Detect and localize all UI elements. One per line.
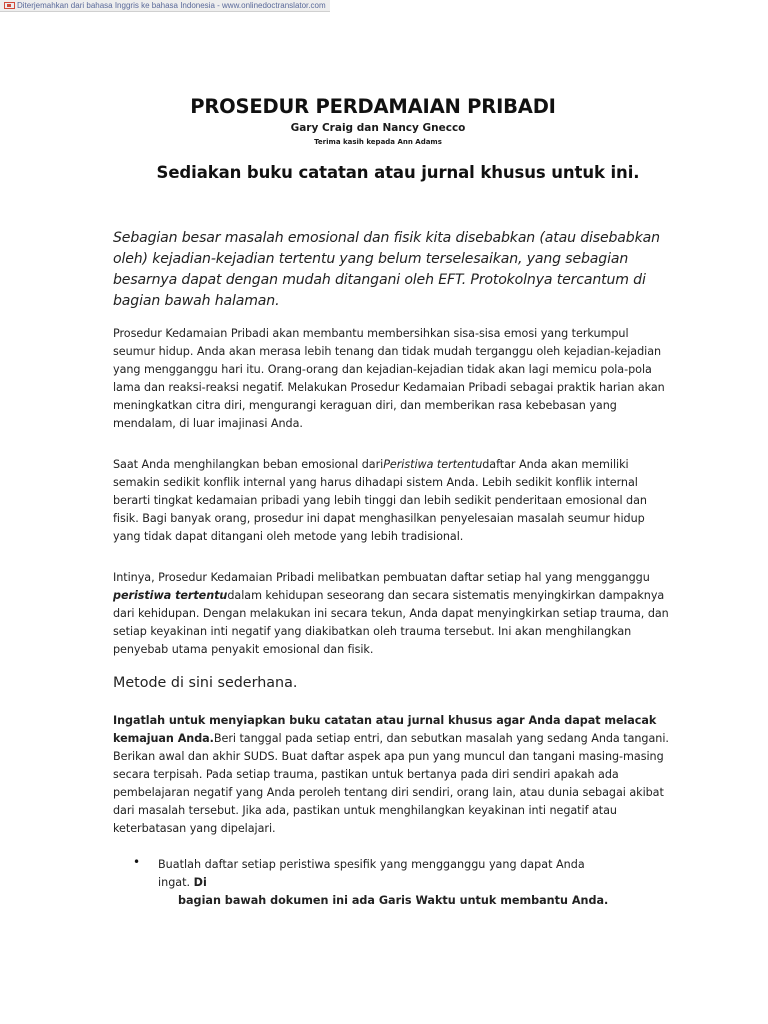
bullet-item (158, 856, 618, 910)
body-paragraph-5 (113, 712, 673, 838)
document-subtitle: Sediakan buku catatan atau jurnal khusus untuk ini. (156, 163, 640, 182)
bullet-text: Buatlah daftar setiap peristiwa spesifik yang mengganggu yang dapat Anda ingat. (158, 858, 585, 889)
document-acknowledgement: Terima kasih kepada Ann Adams (314, 138, 442, 146)
paragraph-2-text-end: daftar Anda akan memiliki semakin sedikit konflik internal yang harus dihadapi sistem Anda. Lebih sedikit konflik internal berarti tingkat kedamaian pribadi yang lebih tinggi dan lebih sedikit penderitaan emosional dan fisik. Bagi banyak orang, prosedur ini dapat menghasilkan penyelesaian masalah seumur hidup yang tidak dapat ditangani oleh metode yang lebih tradisional. (113, 458, 647, 543)
intro-paragraph: Sebagian besar masalah emosional dan fisik kita disebabkan (atau disebabkan oleh) kejadian-kejadian tertentu yang belum terselesaikan, yang sebagian besarnya dapat dengan mudah ditangani oleh EFT. Protokolnya tercantum di bagian bawah halaman. (113, 230, 660, 309)
method-heading: Metode di sini sederhana. (113, 675, 298, 691)
bullet-bold-continuation: bagian bawah dokumen ini ada Garis Waktu untuk membantu Anda. (178, 894, 609, 907)
paragraph-3-text-end: dalam kehidupan seseorang dan secara sistematis menyingkirkan dampaknya dari kehidupan. Dengan melakukan ini secara tekun, Anda dapat menyingkirkan setiap trauma, dan setiap keyakinan inti negatif yang diakibatkan oleh trauma tersebut. Ini akan menghilangkan penyebab utama penyakit emosional dan fisik. (113, 589, 669, 656)
paragraph-5-text: Beri tanggal pada setiap entri, dan sebutkan masalah yang sedang Anda tangani. Berikan awal dan akhir SUDS. Buat daftar aspek apa pun yang muncul dan tangani masing-masing secara terpisah. Pada setiap trauma, pastikan untuk bertanya pada diri sendiri apakah ada pembelajaran negatif yang Anda peroleh tentang diri sendiri, orang lain, atau dunia sebagai akibat dari masalah tersebut. Jika ada, pastikan untuk menghilangkan keyakinan inti negatif atau keterbatasan yang dipelajari. (113, 732, 669, 835)
translator-logo-icon (4, 2, 15, 9)
paragraph-3-emphasis: peristiwa tertentu (113, 589, 228, 602)
body-paragraph-1: Prosedur Kedamaian Pribadi akan membantu membersihkan sisa-sisa emosi yang terkumpul seumur hidup. Anda akan merasa lebih tenang dan tidak mudah terganggu oleh kejadian-kejadian yang mengganggu hari itu. Orang-orang dan kejadian-kejadian tidak akan lagi memicu pola-pola lama dan reaksi-reaksi negatif. Melakukan Prosedur Kedamaian Pribadi sebagai praktik harian akan meningkatkan citra diri, mengurangi keraguan diri, dan memberikan rasa kebebasan yang mendalam, di luar imajinasi Anda. (113, 327, 665, 430)
paragraph-2-emphasis: Peristiwa tertentu (383, 458, 483, 471)
translator-banner-text[interactable]: Diterjemahkan dari bahasa Inggris ke bahasa Indonesia - www.onlinedoctranslator.com (17, 1, 326, 10)
bullet-bold-start: Di (193, 876, 207, 889)
body-paragraph-2 (113, 456, 673, 546)
document-authors: Gary Craig dan Nancy Gnecco (290, 122, 466, 134)
paragraph-3-text-start: Intinya, Prosedur Kedamaian Pribadi melibatkan pembuatan daftar setiap hal yang mengganggu (113, 571, 650, 584)
translator-banner[interactable] (0, 0, 330, 12)
bullet-marker-icon: • (133, 855, 141, 869)
paragraph-5-bold-lead: Ingatlah untuk menyiapkan buku catatan atau jurnal khusus agar Anda dapat melacak kemajuan Anda. (113, 714, 657, 745)
body-paragraph-3 (113, 569, 673, 659)
paragraph-2-text-start: Saat Anda menghilangkan beban emosional dari (113, 458, 384, 471)
document-title: PROSEDUR PERDAMAIAN PRIBADI (190, 95, 556, 118)
